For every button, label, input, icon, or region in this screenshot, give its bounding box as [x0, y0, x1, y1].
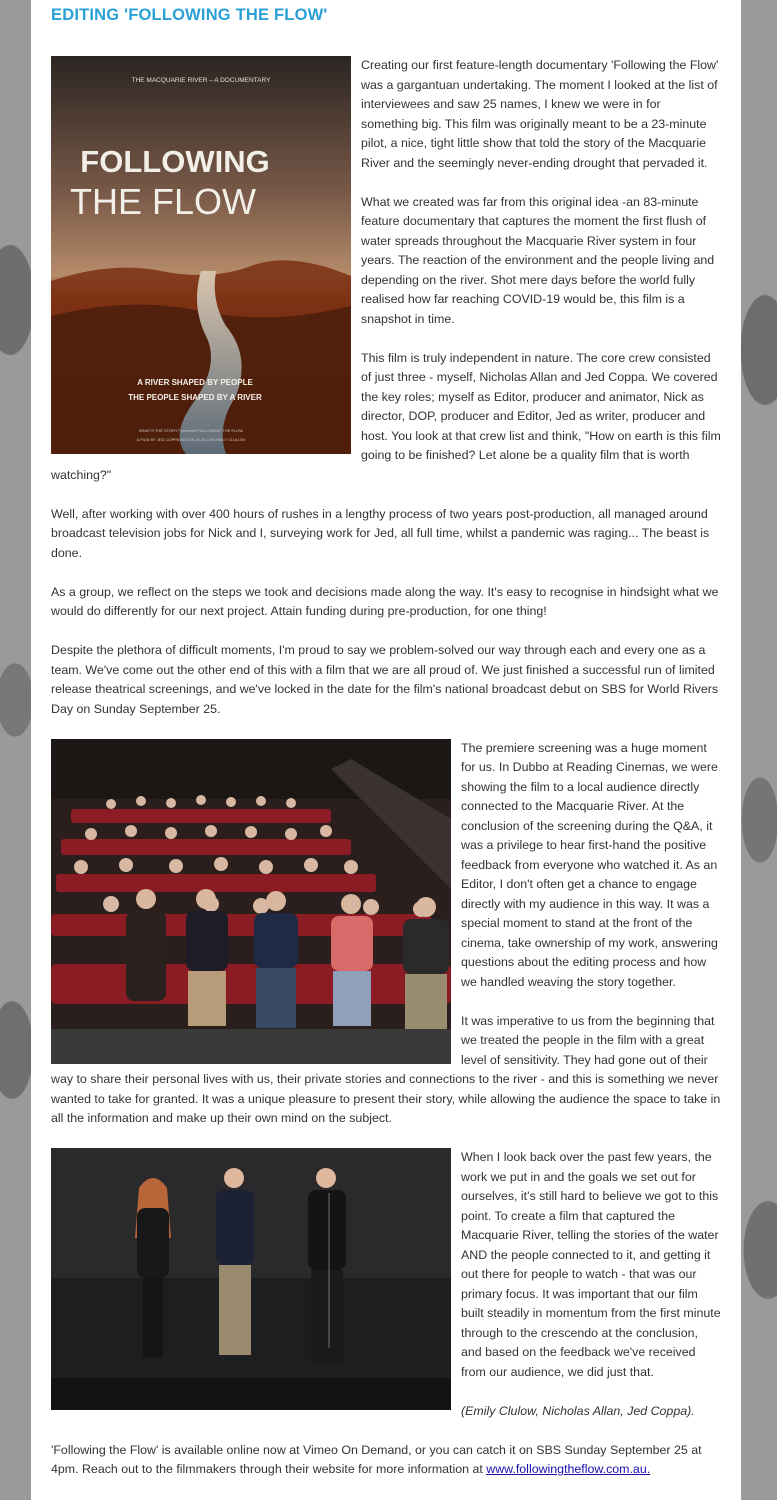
paragraph-3: This film is truly independent in nature. The core crew consisted of just three - myself, Nicholas Allan and Jed Coppa. We covered the key roles; myself as Editor, producer and animator, Nick as director, DOP, producer and Editor, Jed as writer, producer and host. You look at that crew list and think, "How on earth is this film going to be finished? Let alone be a quality film that is worth watching?"	[51, 350, 721, 482]
photo-credit: (Emily Clulow, Nicholas Allan, Jed Coppa).	[461, 1403, 695, 1418]
paragraph-7: The premiere screening was a huge moment for us. In Dubbo at Reading Cinemas, we were showing the film to a local audience directly connected to the Macquarie River. At the conclusion of the screening during the Q&A, it was a privilege to hear first-hand the positive feedback from everyone who watched it. As an Editor, I don't often get a chance to engage directly with my audience in this way. It was a special moment to stand at the front of the cinema, take ownership of my work, answering questions about the editing process and how we handled weaving the story together.	[461, 740, 718, 989]
website-link[interactable]: www.followingtheflow.com.au.	[486, 1462, 651, 1476]
paragraph-5: As a group, we reflect on the steps we took and decisions made along the way. It's easy to recognise in hindsight what we would do differently for our next project. Attain funding during pre-production, for one thing!	[51, 584, 719, 618]
paragraph-6: Despite the plethora of difficult moments, I'm proud to say we problem-solved our way through each and every one as a team. We've come out the other end of this with a film that we are all proud of. We just finished a successful run of limited release theatrical screenings, and we've locked in the date for the film's national broadcast debut on SBS for World Rivers Day on Sunday September 25.	[51, 643, 719, 716]
paragraph-1: Creating our first feature-length documentary 'Following the Flow' was a gargantuan undertaking. The moment I looked at the list of interviewees and saw 25 names, I knew we were in for something big. This film was originally meant to be a 23-minute pilot, a nice, tight little show that told the story of the Macquarie River and the seemingly never-ending drought that pervaded it.	[361, 58, 719, 170]
paragraph-8: It was imperative to us from the beginning that we treated the people in the film with a great level of sensitivity. They had gone out of their way to share their personal lives with us, their private stories and connections to the river - and this is something we never wanted to take for granted. It was a unique pleasure to present their story, while allowing the audience the space to take in all the information and make up their own mind on the subject.	[51, 1013, 721, 1125]
poster-kicker: THE MACQUARIE RIVER – A DOCUMENTARY	[131, 77, 271, 84]
cinema-audience-photo	[51, 739, 451, 1064]
poster-tagline-2: THE PEOPLE SHAPED BY A RIVER	[128, 393, 262, 402]
poster-tagline-1: A RIVER SHAPED BY PEOPLE	[137, 378, 253, 387]
qa-stage-photo	[51, 1148, 451, 1410]
article-title: EDITING 'FOLLOWING THE FLOW'	[51, 6, 328, 24]
paragraph-2: What we created was far from this original idea -an 83-minute feature documentary that captures the moment the first flush of water spreads throughout the Macquarie River system in four years. The reaction of the environment and the people living and depending on the river. Shot mere days before the world fully realised how far reaching COVID-19 would be, this film is a snapshot in time.	[361, 194, 715, 326]
poster-credits-2: A FILM BY JED COPPA NICHOLAS ALLAN EMILY CLULOW	[136, 437, 246, 442]
article-body	[51, 56, 721, 1499]
closing-paragraph	[51, 1441, 721, 1480]
poster-credits-1: WHAT'S THE STORY? presents FOLLOWING THE FLOW	[138, 428, 244, 433]
paragraph-9: When I look back over the past few years, the work we put in and the goals we set out for ourselves, it's still hard to believe we got to this point. To create a film that captured the Macquarie River, telling the stories of the water AND the people connected to it, and getting it out there for people to watch - that was our primary focus. It was important that our film built steadily in momentum from the first minute through to the crescendo at the conclusion, and based on the feedback we've received from our audience, we did just that.	[461, 1150, 721, 1379]
closing-text: 'Following the Flow' is available online now at Vimeo On Demand, or you can catch it on SBS Sunday September 25 at 4pm. Reach out to the filmmakers through their website for more information at	[51, 1442, 702, 1476]
poster-title-line2: THE FLOW	[70, 181, 256, 222]
poster-title-line1: FOLLOWING	[80, 144, 270, 179]
paragraph-4: Well, after working with over 400 hours of rushes in a lengthy process of two years post-production, all managed around broadcast television jobs for Nick and I, surveying work for Jed, all full time, whilst a pandemic was raging... The beast is done.	[51, 506, 710, 560]
film-poster-image	[51, 56, 351, 454]
article-page	[31, 0, 741, 1500]
